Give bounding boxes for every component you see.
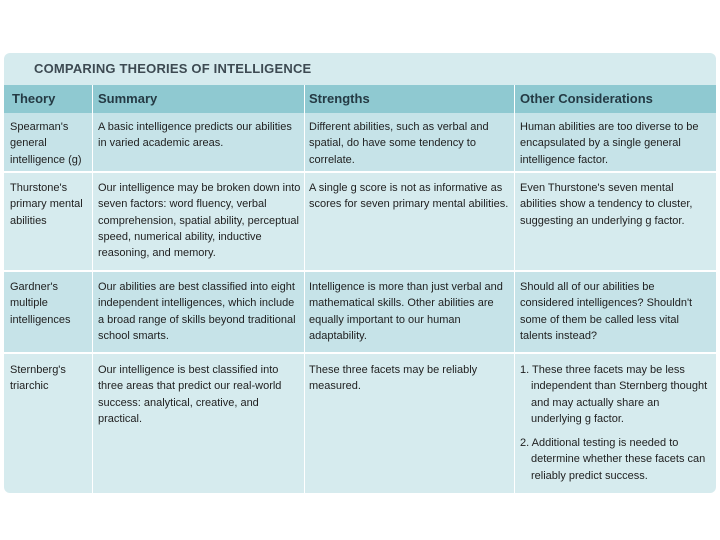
- theories-table: [4, 53, 716, 493]
- table-row-gardner: [4, 272, 716, 352]
- column-divider: [92, 85, 93, 493]
- summary-cell: Our intelligence is best classified into three areas that predict our real-world success: analytical, creative, and practical.: [98, 364, 282, 425]
- strengths-cell: Different abilities, such as verbal and spatial, do have some tendency to correlate.: [309, 121, 489, 166]
- table-title: COMPARING THEORIES OF INTELLIGENCE: [34, 61, 312, 76]
- consideration-item: 2. Additional testing is needed to determine whether these facets can reliably predict success.: [520, 437, 706, 482]
- table-row-spearman: [4, 113, 716, 171]
- table-header-row: [4, 85, 716, 113]
- column-divider: [304, 85, 305, 493]
- theory-cell: Spearman's general intelligence (g): [10, 121, 82, 166]
- consideration-item: 1. These three facets may be less independent than Sternberg thought and may actually share an underlying g factor.: [520, 364, 708, 425]
- header-strengths: Strengths: [309, 91, 370, 106]
- theory-cell: Sternberg's triarchic: [10, 364, 66, 393]
- strengths-cell: A single g score is not as informative as scores for seven primary mental abilities.: [309, 182, 509, 211]
- strengths-cell: These three facets may be reliably measured.: [309, 364, 478, 393]
- other-considerations-cell: Should all of our abilities be considered intelligences? Shouldn't some of them be called less vital talents instead?: [520, 281, 693, 342]
- summary-cell: Our intelligence may be broken down into seven factors: word fluency, verbal comprehension, spatial ability, perceptual speed, numerical ability, inductive reasoning, and memory.: [98, 182, 301, 260]
- header-other-considerations: Other Considerations: [520, 91, 653, 106]
- column-divider: [514, 85, 515, 493]
- summary-cell: Our abilities are best classified into eight independent intelligences, which include a broad range of skills beyond traditional school smarts.: [98, 281, 296, 342]
- table-row-sternberg: [4, 354, 716, 493]
- table-row-thurstone: [4, 173, 716, 270]
- strengths-cell: Intelligence is more than just verbal and mathematical skills. Other abilities are equally important to our human adaptability.: [309, 281, 503, 342]
- theory-cell: Gardner's multiple intelligences: [10, 281, 71, 326]
- header-theory: Theory: [12, 91, 56, 106]
- other-considerations-cell: Human abilities are too diverse to be encapsulated by a single general intelligence factor.: [520, 121, 699, 166]
- other-considerations-cell: Even Thurstone's seven mental abilities show a tendency to cluster, suggesting an underlying g factor.: [520, 182, 693, 227]
- summary-cell: A basic intelligence predicts our abilities in varied academic areas.: [98, 121, 292, 150]
- theory-cell: Thurstone's primary mental abilities: [10, 182, 83, 227]
- other-considerations-cell: [520, 362, 710, 492]
- header-summary: Summary: [98, 91, 158, 106]
